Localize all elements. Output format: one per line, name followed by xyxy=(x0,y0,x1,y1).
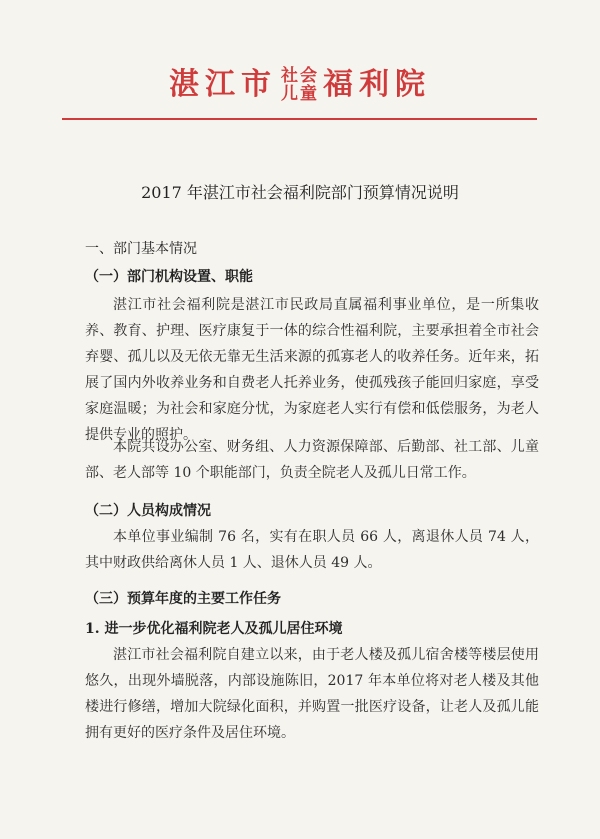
item1-paragraph: 湛江市社会福利院自建立以来，由于老人楼及孤儿宿舍楼等楼层使用悠久，出现外墙脱落，内部设施陈旧，2017 年本单位将对老人楼及其他楼进行修缮，增加大院绿化面积，并购置一批医疗设备，让老人及孤儿能拥有更好的医疗条件及居住环境。 xyxy=(85,647,539,741)
section1-heading: 一、部门基本情况 xyxy=(85,241,197,257)
letterhead xyxy=(0,60,600,110)
letterhead-stack xyxy=(281,67,319,103)
sub3-heading: （三）预算年度的主要工作任务 xyxy=(85,591,281,607)
letterhead-part1: 湛江市 xyxy=(169,67,277,102)
letterhead-rule xyxy=(62,118,537,120)
letterhead-stack-bottom: 儿童 xyxy=(281,84,319,104)
item1-heading: 1. 进一步优化福利院老人及孤儿居住环境 xyxy=(85,621,343,637)
sub1-paragraph2: 本院共设办公室、财务组、人力资源保障部、后勤部、社工部、儿童部、老人部等 10 个职能部门，负责全院老人及孤儿日常工作。 xyxy=(85,439,539,481)
letterhead-part2: 福利院 xyxy=(323,67,431,102)
sub2-heading: （二）人员构成情况 xyxy=(85,503,211,519)
sub1-paragraph1: 湛江市社会福利院是湛江市民政局直属福利事业单位，是一所集收养、教育、护理、医疗康复于一体的综合性福利院，主要承担着全市社会弃婴、孤儿以及无依无靠无生活来源的孤寡老人的收养任务。近年来，拓展了国内外收养业务和自费老人托养业务，使孤残孩子能回归家庭，享受家庭温暖；为社会和家庭分忧，为家庭老人实行有偿和低偿服务，为老人提供专业的照护。 xyxy=(85,297,539,443)
letterhead-stack-top: 社会 xyxy=(281,66,319,86)
document-title: 2017 年湛江市社会福利院部门预算情况说明 xyxy=(141,183,459,202)
sub1-heading: （一）部门机构设置、职能 xyxy=(85,269,253,285)
sub2-paragraph: 本单位事业编制 76 名，实有在职人员 66 人，离退休人员 74 人，其中财政供给离休人员 1 人、退休人员 49 人。 xyxy=(85,529,539,571)
